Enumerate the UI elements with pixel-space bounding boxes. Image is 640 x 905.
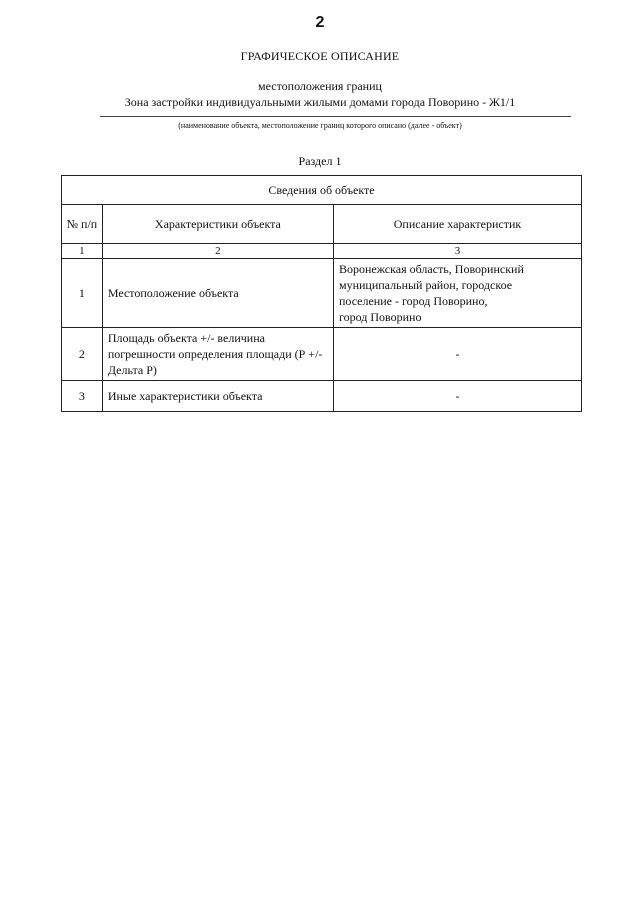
- header-num: № п/п: [62, 205, 103, 244]
- row-characteristic: Местоположение объекта: [102, 259, 333, 328]
- table-header-row: [62, 205, 582, 244]
- row-description: [333, 259, 581, 328]
- row-num: 1: [62, 259, 103, 328]
- object-name-underline: [100, 116, 571, 117]
- header-characteristic: Характеристики объекта: [102, 205, 333, 244]
- header-description: Описание характеристик: [333, 205, 581, 244]
- page-number: 2: [315, 14, 325, 31]
- row-description: -: [333, 328, 581, 381]
- table-row: [62, 381, 582, 412]
- row-num: 3: [62, 381, 103, 412]
- column-number-1: 1: [62, 244, 103, 259]
- column-number-2: 2: [102, 244, 333, 259]
- row-description: -: [333, 381, 581, 412]
- description-line: муниципальный район, городское: [338, 278, 513, 292]
- row-num: 2: [62, 328, 103, 381]
- row-characteristic: Площадь объекта +/- величина погрешности определения площади (Р +/- Дельта Р): [102, 328, 333, 381]
- column-number-row: [62, 244, 582, 259]
- object-info-table: [61, 175, 582, 412]
- table-title-row: [62, 176, 582, 205]
- row-characteristic: Иные характеристики объекта: [102, 381, 333, 412]
- table-row: [62, 259, 582, 328]
- object-name-caption: (наименование объекта, местоположение границ которого описано (далее - объект): [178, 121, 462, 130]
- table-row: [62, 328, 582, 381]
- table-title: Сведения об объекте: [62, 176, 582, 205]
- document-subtitle: местоположения границ: [258, 79, 382, 93]
- description-line: город Поворино: [338, 310, 422, 324]
- object-name: Зона застройки индивидуальными жилыми домами города Поворино - Ж1/1: [124, 95, 516, 109]
- section-title: Раздел 1: [298, 154, 342, 168]
- document-title: ГРАФИЧЕСКОЕ ОПИСАНИЕ: [240, 49, 400, 63]
- column-number-3: 3: [333, 244, 581, 259]
- description-line: Воронежская область, Поворинский: [338, 262, 524, 276]
- description-line: поселение - город Поворино,: [338, 294, 488, 308]
